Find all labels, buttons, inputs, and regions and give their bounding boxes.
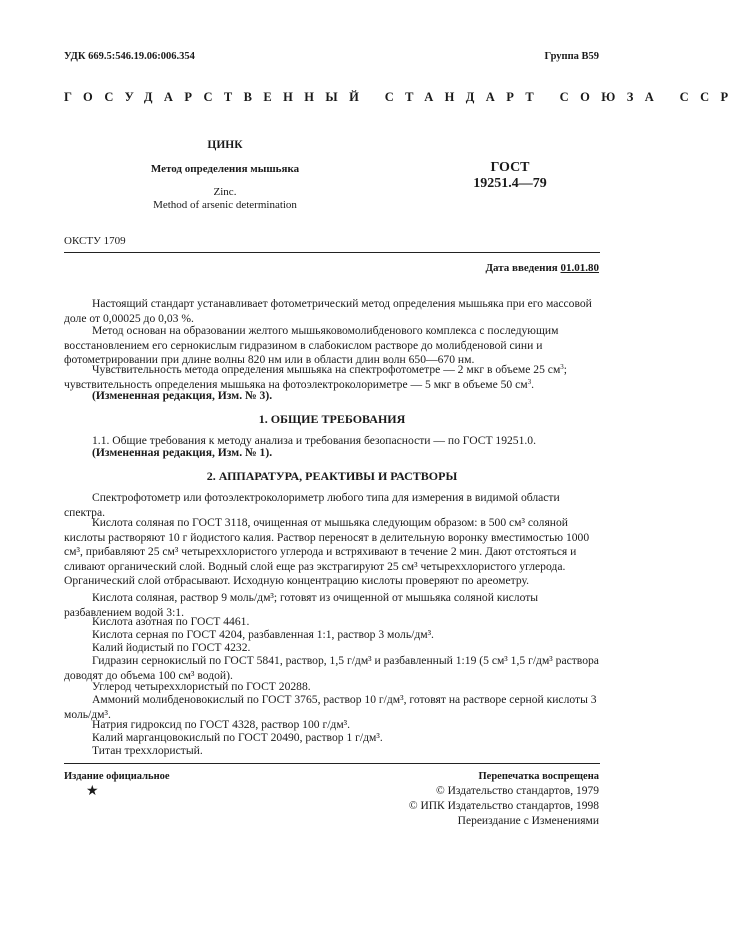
star-icon: ★ bbox=[86, 784, 99, 799]
list-item: Кислота соляная по ГОСТ 3118, очищенная от мышьяка следующим образом: в 500 см³ соляной кислоты растворяют 10 г йодистого калия. Раствор переносят в делительную воронку вместимостью 1000 см³, прибавляют 25 см³ четыреххлористого углерода и встряхивают в течение 2 мин. Дают отстояться и сливают органический слой. Водный слой еще раз экстрагируют 25 см³ четыреххлористого углерода. Органический слой отбрасывают. Исходную концентрацию кислоты проверяют по ареометру. bbox=[64, 516, 590, 588]
title-en: Zinc. bbox=[213, 186, 237, 198]
list-item: Кислота соляная, раствор 9 моль/дм³; готовят из очищенной от мышьяка соляной кислоты разбавлением водой 3:1. bbox=[64, 591, 539, 619]
list-item: Натрия гидроксид по ГОСТ 4328, раствор 100 г/дм³. bbox=[92, 718, 351, 731]
gost-label: ГОСТ bbox=[490, 160, 530, 175]
copyright-1998: © ИПК Издательство стандартов, 1998 bbox=[408, 800, 599, 812]
subtitle-en: Method of arsenic determination bbox=[153, 199, 297, 211]
intro-paragraph-1: Настоящий стандарт устанавливает фотометрический метод определения мышьяка при его массовой доле от 0,00025 до 0,03 %. bbox=[64, 297, 592, 325]
list-item: Гидразин сернокислый по ГОСТ 5841, раствор, 1,5 г/дм³ и разбавленный 1:19 (5 см³ 1,5 г/дм³ раствора доводят до объема 100 см³ водой). bbox=[64, 654, 599, 682]
footer-divider bbox=[64, 763, 600, 764]
copyright-1979: © Издательство стандартов, 1979 bbox=[435, 785, 599, 797]
introduction-date bbox=[485, 262, 599, 274]
intro-paragraph-2: Метод основан на образовании желтого мышьяковомолибденового комплекса с последующим восстановлением его сернокислым гидразином в слабокислом растворе до молибденовой сини и фотометрировании при длине волны 820 нм или в области длин волн 650—670 нм. bbox=[64, 324, 559, 367]
okstu-code: ОКСТУ 1709 bbox=[64, 235, 126, 247]
list-item: Аммоний молибденовокислый по ГОСТ 3765, раствор 10 г/дм³, готовят на растворе серной кислоты 3 моль/дм³. bbox=[64, 693, 597, 721]
list-item: Титан треххлористый. bbox=[92, 744, 203, 757]
section-1-edit-note: (Измененная редакция, Изм. № 1). bbox=[92, 446, 273, 459]
intro-edit-note: (Измененная редакция, Изм. № 3). bbox=[92, 389, 273, 402]
reprint-prohibited-label: Перепечатка воспрещена bbox=[478, 771, 599, 782]
list-item: Калий йодистый по ГОСТ 4232. bbox=[92, 641, 251, 654]
reissue-note: Переиздание с Изменениями bbox=[457, 815, 599, 827]
date-label: Дата введения bbox=[485, 262, 558, 274]
udk-code: УДК 669.5:546.19.06:006.354 bbox=[64, 51, 195, 62]
date-value: 01.01.80 bbox=[560, 262, 599, 274]
official-edition-label: Издание официальное bbox=[64, 771, 170, 782]
section-2-heading: 2. АППАРАТУРА, РЕАКТИВЫ И РАСТВОРЫ bbox=[206, 469, 458, 483]
section-1-paragraph: 1.1. Общие требования к методу анализа и требования безопасности — по ГОСТ 19251.0. bbox=[92, 434, 536, 447]
list-item: Углерод четыреххлористый по ГОСТ 20288. bbox=[92, 680, 311, 693]
title-ru: ЦИНК bbox=[207, 139, 243, 151]
intro-paragraph-3: Чувствительность метода определения мышьяка на спектрофотометре — 2 мкг в объеме 25 $см^3$; чувствительность определения мышьяка на фотоэлектроколориметре — 5 мкг в объеме 50 $см^3$. bbox=[64, 363, 568, 391]
standard-line: ГОСУДАРСТВЕННЫЙ СТАНДАРТ СОЮЗА ССР bbox=[64, 90, 740, 104]
list-item: Кислота азотная по ГОСТ 4461. bbox=[92, 615, 250, 628]
section-1-heading: 1. ОБЩИЕ ТРЕБОВАНИЯ bbox=[258, 412, 406, 426]
gost-number: 19251.4—79 bbox=[473, 176, 547, 191]
list-item: Калий марганцовокислый по ГОСТ 20490, раствор 1 г/дм³. bbox=[92, 731, 383, 744]
divider bbox=[64, 252, 600, 253]
subtitle-ru: Метод определения мышьяка bbox=[150, 163, 300, 175]
group-code: Группа В59 bbox=[544, 51, 599, 62]
list-item: Спектрофотометр или фотоэлектроколориметр любого типа для измерения в видимой области спектра. bbox=[64, 491, 560, 519]
list-item: Кислота серная по ГОСТ 4204, разбавленная 1:1, раствор 3 моль/дм³. bbox=[92, 628, 434, 641]
